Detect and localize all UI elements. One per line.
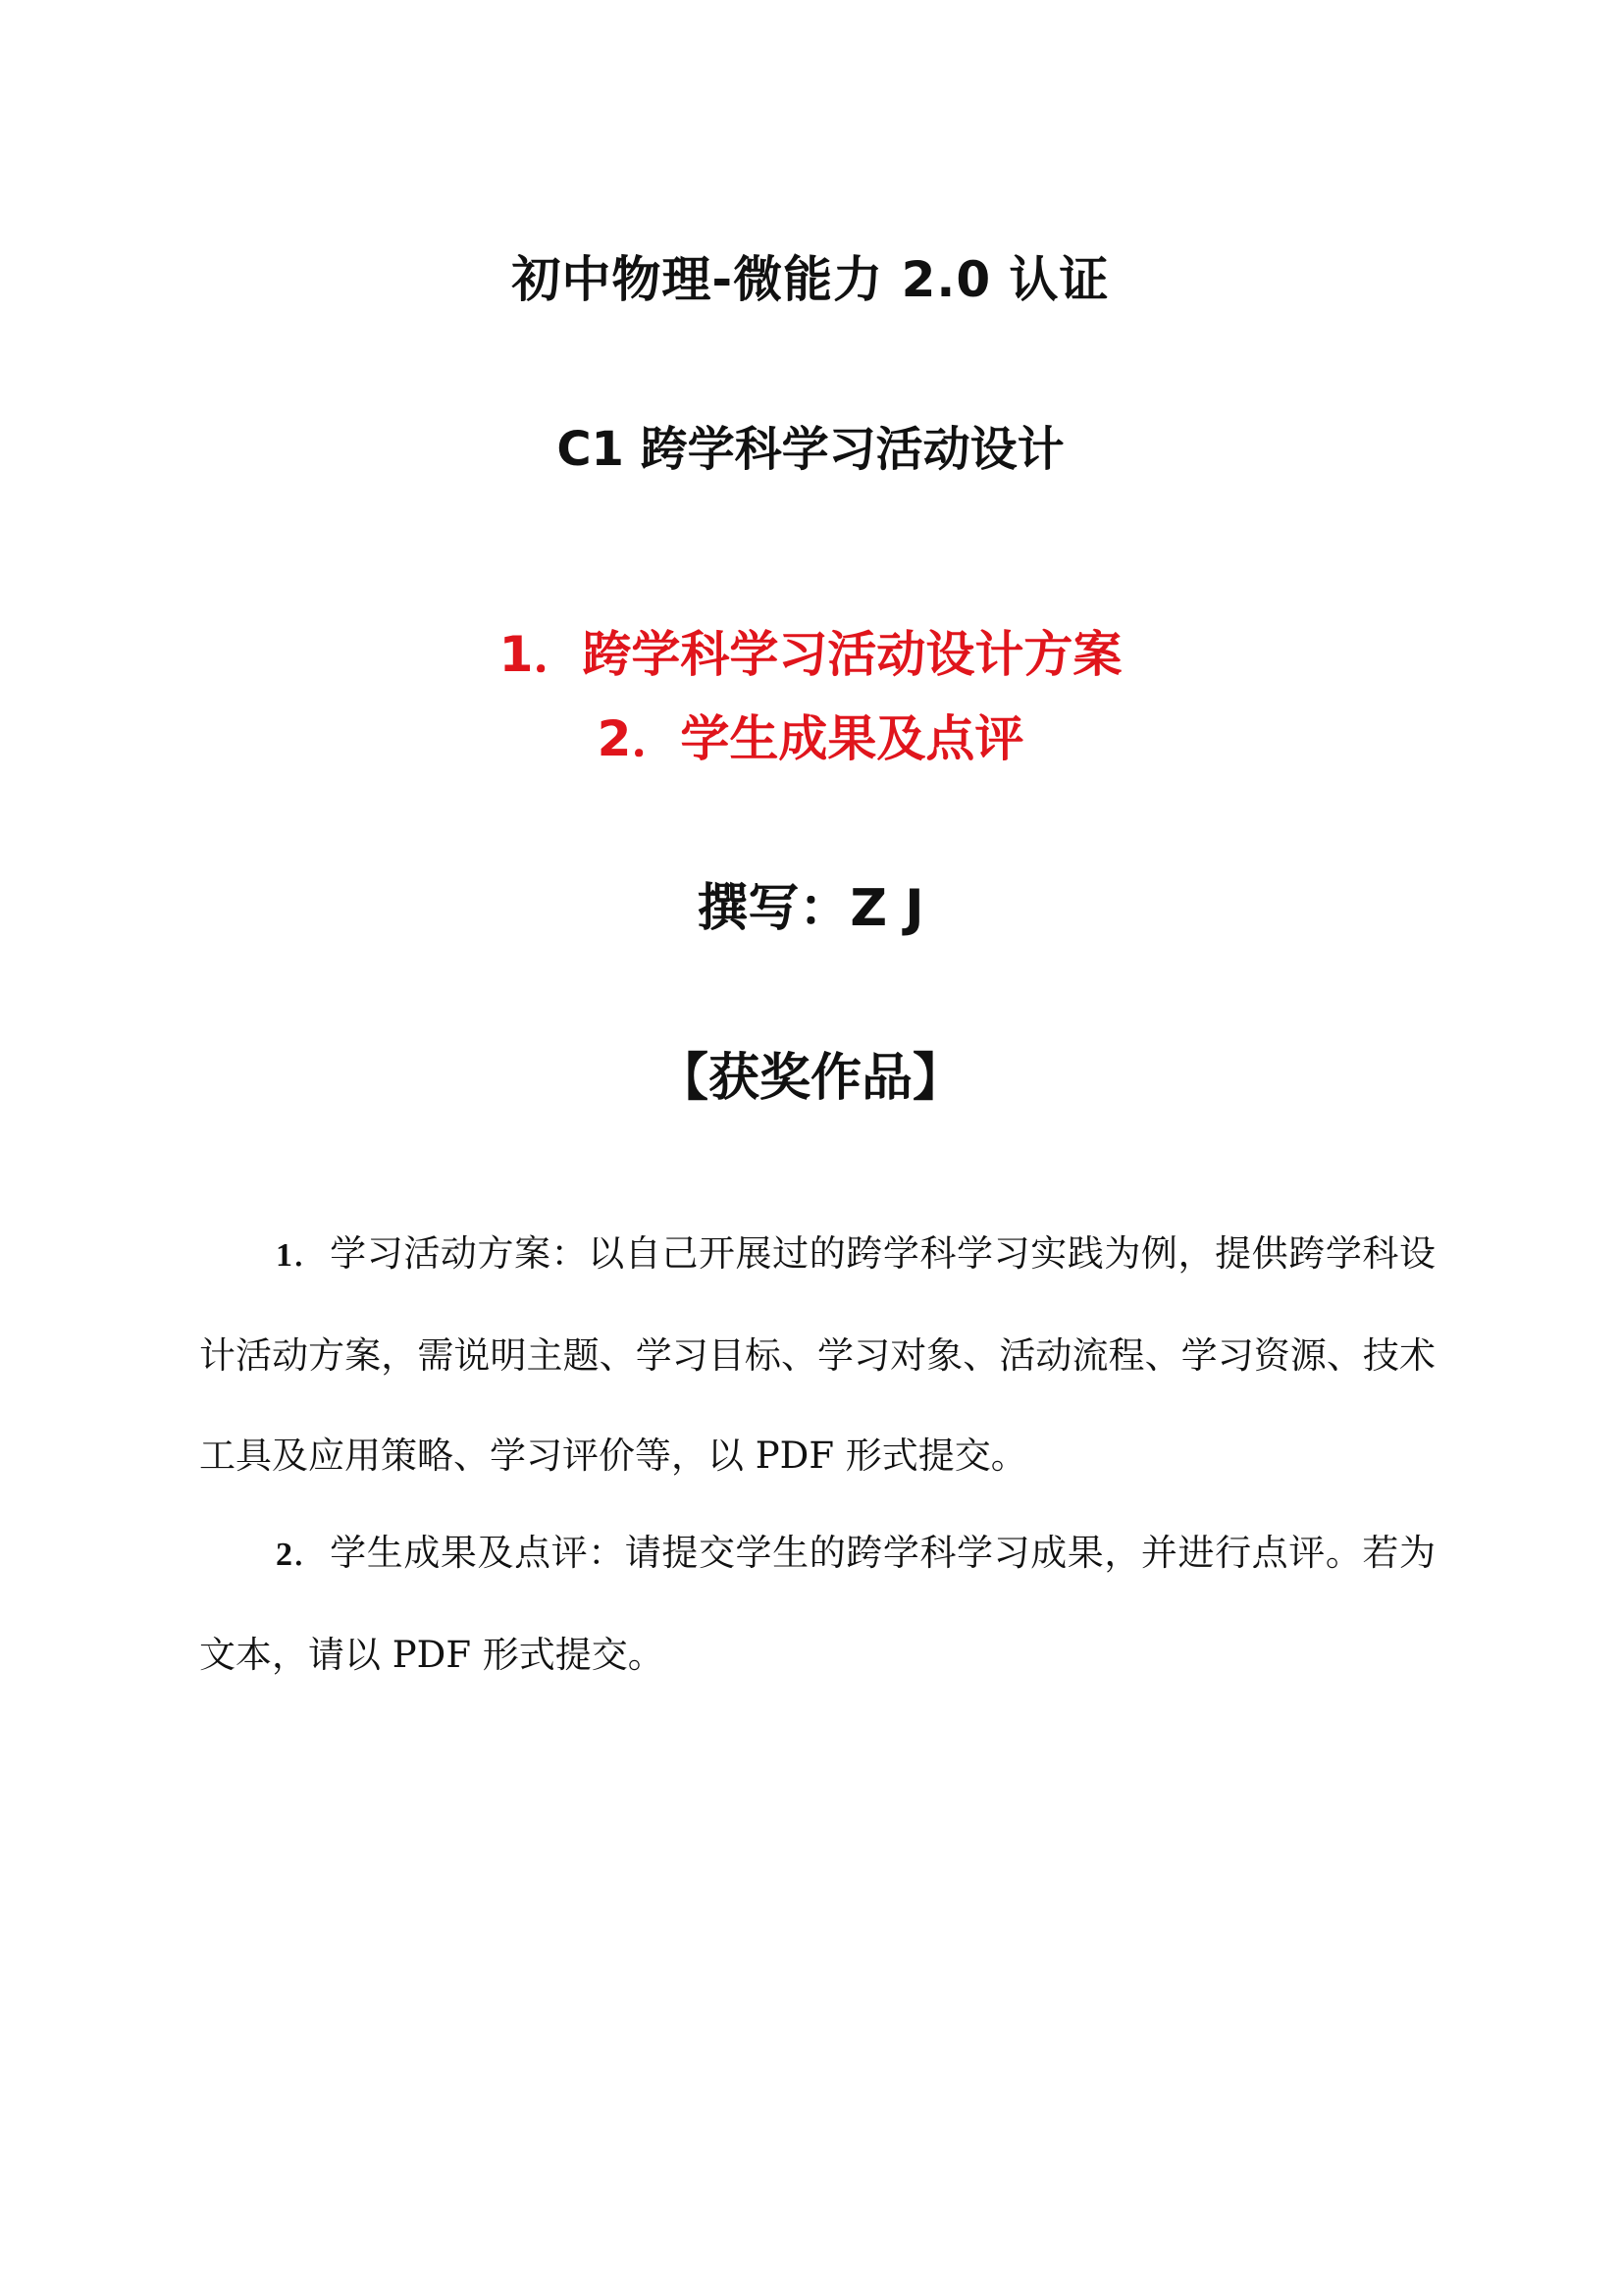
document-subtitle: C1 跨学科学习活动设计 — [556, 422, 1065, 477]
awards-heading: 【获奖作品】 — [656, 1049, 964, 1108]
document-title: 初中物理-微能力 2.0 认证 — [511, 251, 1110, 308]
paragraph-text: ．学习活动方案：以自己开展过的跨学科学习实践为例，提供跨学科设计活动方案，需说明主题、学习目标、学习对象、活动流程、学习资源、技术工具及应用策略、学习评价等，以 PDF 形式提交。 — [199, 1232, 1436, 1477]
requirement-paragraph-2 — [199, 1503, 1436, 1705]
contents-item-2: 2．学生成果及点评 — [597, 710, 1024, 767]
paragraph-text: ．学生成果及点评：请提交学生的跨学科学习成果，并进行点评。若为文本，请以 PDF 形式提交。 — [199, 1532, 1436, 1676]
paragraph-number: 1 — [276, 1237, 292, 1274]
requirement-paragraph-1 — [199, 1204, 1436, 1506]
paragraph-number: 2 — [276, 1537, 292, 1573]
contents-item-1: 1．跨学科学习活动设计方案 — [498, 626, 1123, 683]
author-line: 撰写：Z J — [697, 879, 924, 938]
